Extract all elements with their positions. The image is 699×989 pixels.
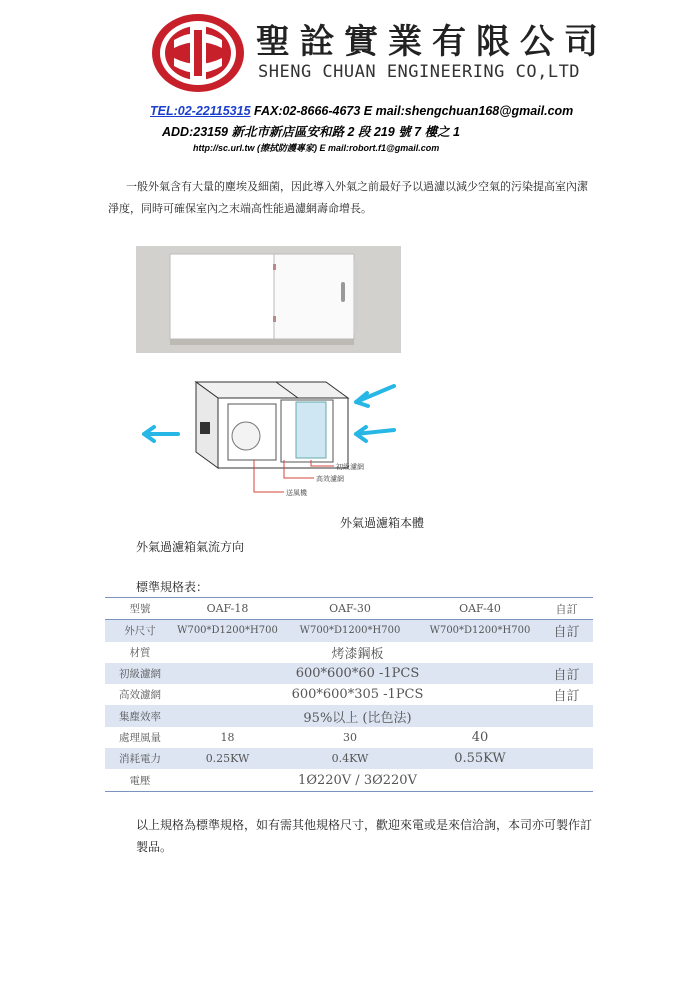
table-row	[105, 684, 593, 705]
header-custom: 自訂	[540, 598, 593, 620]
header-oaf18: OAF-18	[175, 598, 280, 620]
table-cell-merged: 烤漆鋼板	[331, 646, 384, 662]
row-label: 外尺寸	[105, 620, 175, 642]
table-row	[105, 705, 593, 726]
address-line: ADD:23159 新北市新店區安和路 2 段 219 號 7 樓之 1	[162, 125, 460, 139]
label-fan: 送風機	[286, 489, 307, 497]
intro-paragraph: 一般外氣含有大量的塵埃及細菌，因此導入外氣之前最好予以過濾以減少空氣的污染提高室內潔淨度，同時可確保室內之末端高性能過濾網壽命增長。	[108, 180, 588, 215]
company-logo	[150, 12, 246, 94]
caption-body: 外氣過濾箱本體	[340, 516, 425, 530]
header-model: 型號	[105, 598, 175, 620]
header-oaf40: OAF-40	[420, 598, 540, 620]
table-cell: 30	[343, 730, 357, 744]
company-name-chinese: 聖詮實業有限公司	[256, 22, 608, 62]
contact-line-phone	[150, 104, 573, 118]
label-primary-filter: 初級濾網	[336, 463, 364, 471]
table-cell-merged: 1Ø220V / 3Ø220V	[298, 772, 417, 788]
airflow-diagram	[136, 372, 406, 510]
row-label: 處理風量	[119, 731, 161, 744]
row-label: 材質	[129, 646, 151, 659]
row-label: 消耗電力	[105, 748, 175, 769]
table-cell: 40	[471, 729, 489, 745]
outro-paragraph: 以上規格為標準規格，如有需其他規格尺寸，歡迎來電或是來信洽詢，本司亦可製作訂製品。	[136, 818, 593, 854]
row-label: 集塵效率	[105, 705, 175, 726]
table-cell	[540, 748, 593, 769]
spec-table	[105, 597, 593, 792]
table-row	[105, 748, 593, 769]
row-label: 電壓	[129, 774, 151, 787]
table-row	[105, 663, 593, 684]
tel-link[interactable]: TEL:02-22115315	[150, 104, 251, 118]
table-cell	[540, 727, 593, 748]
table-cell-merged: 600*600*305 -1PCS	[291, 687, 424, 703]
table-row	[105, 620, 593, 642]
fax-email: FAX:02-8666-4673 E mail:shengchuan168@gmail.com	[250, 104, 574, 118]
table-cell: 自訂	[553, 689, 580, 705]
table-cell: W700*D1200*H700	[420, 620, 540, 642]
company-name-english: SHENG CHUAN ENGINEERING CO,LTD	[258, 62, 581, 82]
table-cell-merged: 600*600*60 -1PCS	[175, 663, 540, 684]
table-cell: 0.25KW	[175, 748, 280, 769]
table-cell: W700*D1200*H700	[175, 620, 280, 642]
table-cell-merged: 95%以上 (比色法)	[175, 705, 540, 726]
table-header-row	[105, 598, 593, 620]
table-cell: 自訂	[540, 663, 593, 684]
row-label: 高效濾網	[119, 689, 161, 702]
table-cell: 0.4KW	[280, 748, 420, 769]
web-line: http://sc.url.tw (擦拭防護專家) E mail:robort.f1@gmail.com	[193, 143, 440, 153]
table-title: 標準規格表：	[136, 580, 209, 594]
label-hepa-filter: 高效濾網	[316, 475, 344, 483]
table-cell: 18	[220, 730, 235, 744]
product-photo	[136, 246, 401, 353]
table-cell: 0.55KW	[420, 748, 540, 769]
table-row	[105, 727, 593, 748]
header-oaf30: OAF-30	[280, 598, 420, 620]
table-row	[105, 769, 593, 791]
caption-airflow: 外氣過濾箱氣流方向	[136, 540, 245, 554]
row-label: 初級濾網	[105, 663, 175, 684]
table-row	[105, 642, 593, 663]
table-cell: 自訂	[540, 620, 593, 642]
table-cell: W700*D1200*H700	[280, 620, 420, 642]
